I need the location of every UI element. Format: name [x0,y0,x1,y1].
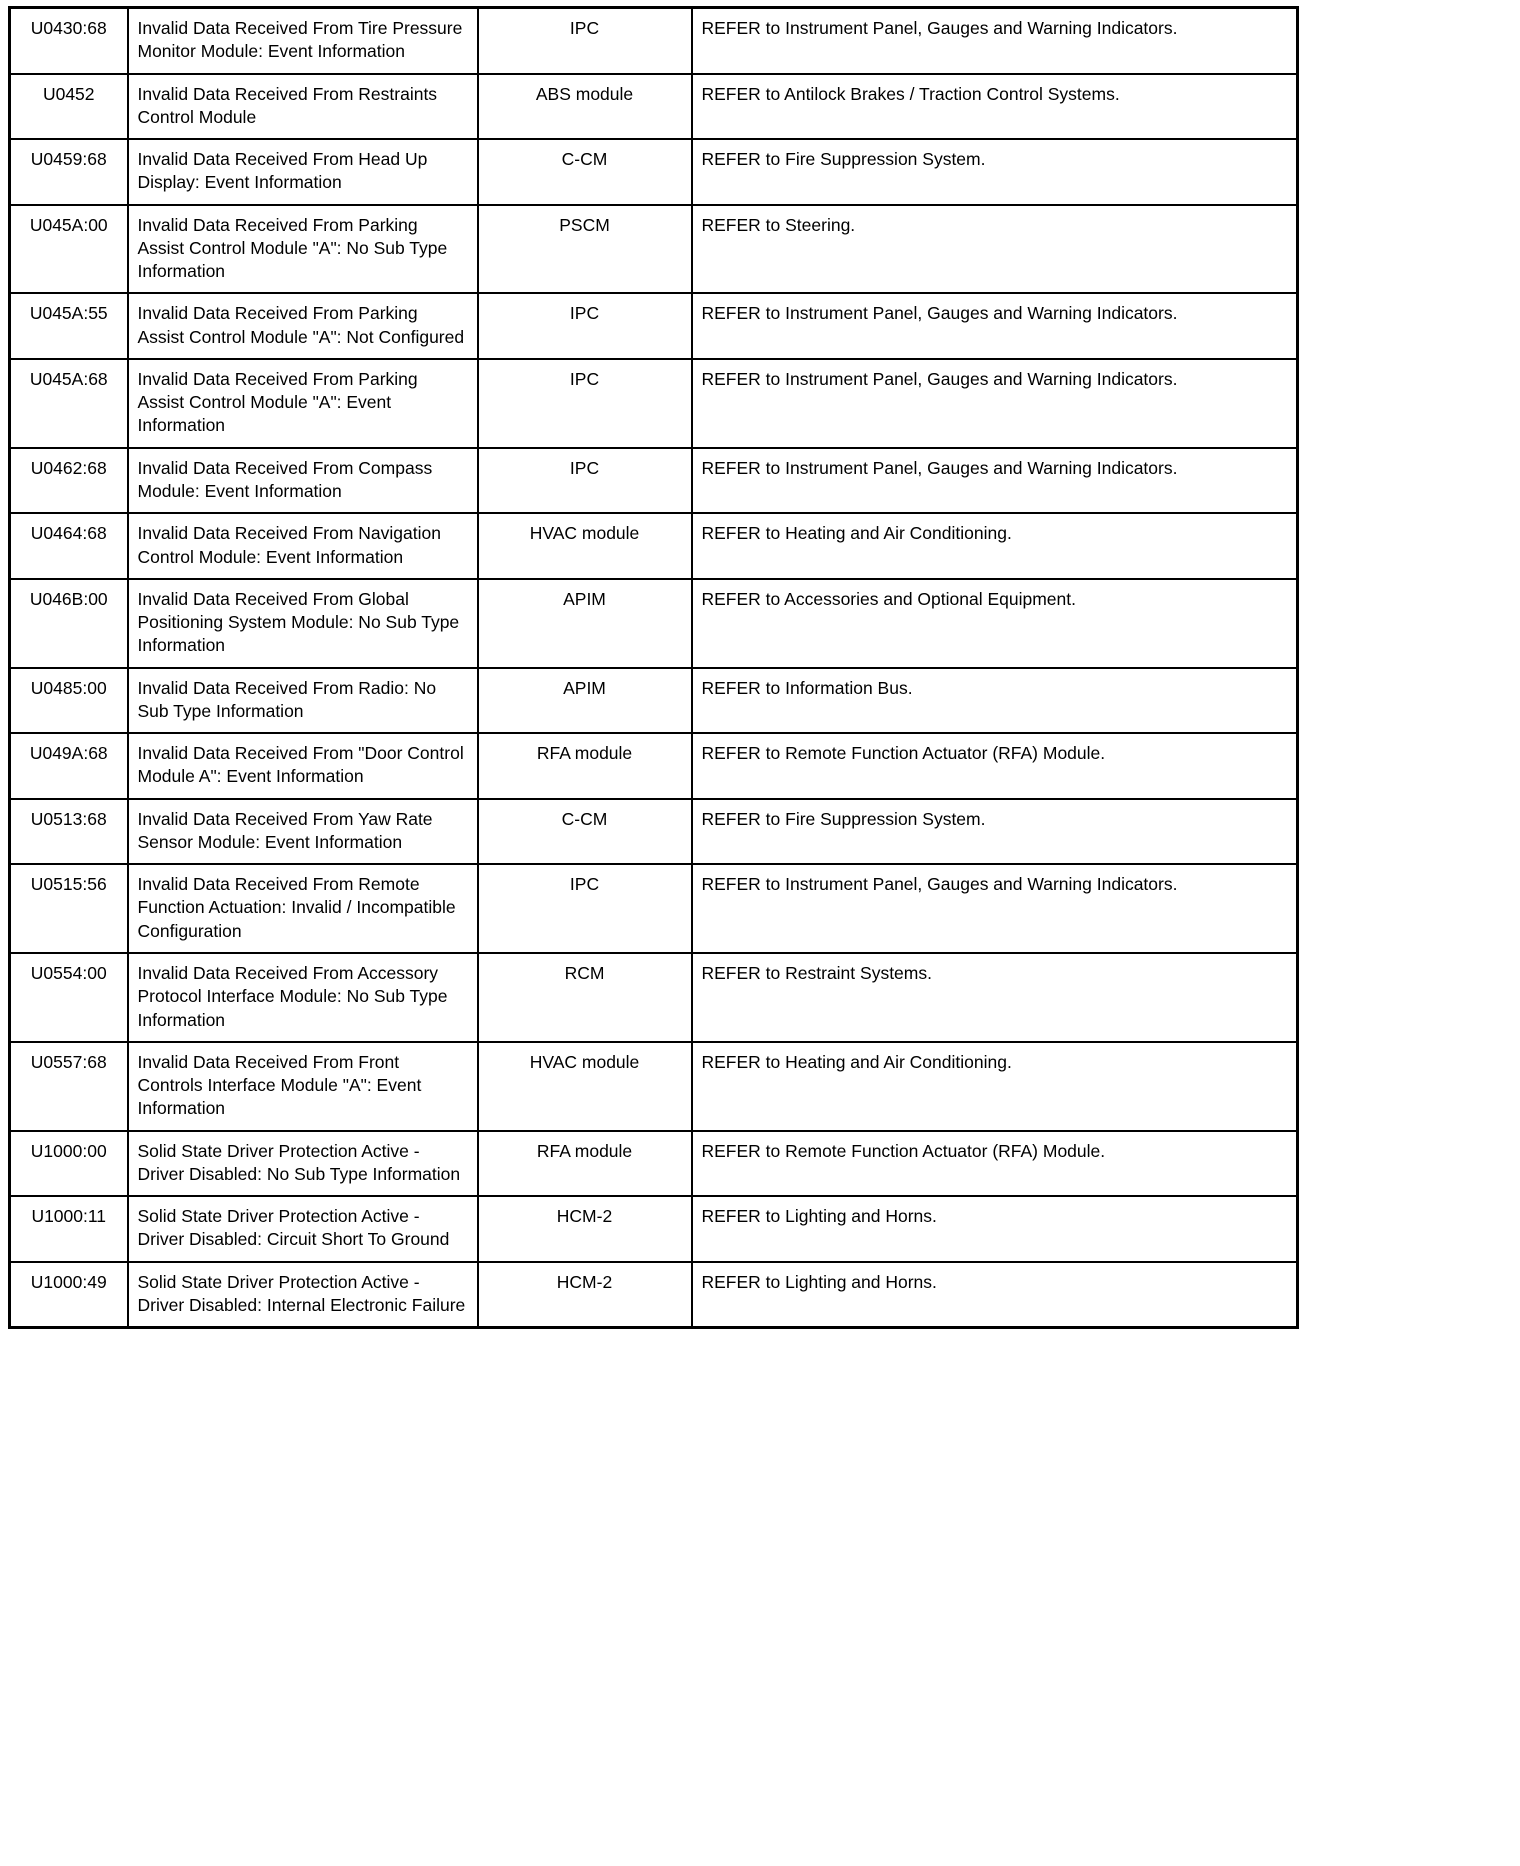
dtc-description-cell: Solid State Driver Protection Active - Driver Disabled: No Sub Type Information [128,1131,478,1197]
dtc-module-cell: HVAC module [478,1042,692,1131]
dtc-code-cell: U045A:55 [10,293,128,359]
dtc-module-cell: HCM-2 [478,1262,692,1328]
table-row [10,953,1298,1042]
dtc-description-cell: Invalid Data Received From Tire Pressure Monitor Module: Event Information [128,8,478,74]
table-row [10,668,1298,734]
dtc-module-cell: IPC [478,8,692,74]
dtc-code-cell: U0430:68 [10,8,128,74]
table-row [10,513,1298,579]
dtc-table-body [10,8,1298,1328]
table-row [10,205,1298,294]
dtc-code-cell: U0462:68 [10,448,128,514]
dtc-description-cell: Solid State Driver Protection Active - Driver Disabled: Circuit Short To Ground [128,1196,478,1262]
dtc-code-cell: U046B:00 [10,579,128,668]
dtc-description-cell: Invalid Data Received From Remote Function Actuation: Invalid / Incompatible Configuration [128,864,478,953]
dtc-module-cell: IPC [478,864,692,953]
dtc-action-cell: REFER to Lighting and Horns. [692,1196,1298,1262]
table-row [10,1131,1298,1197]
dtc-module-cell: IPC [478,448,692,514]
dtc-action-cell: REFER to Remote Function Actuator (RFA) Module. [692,1131,1298,1197]
dtc-action-cell: REFER to Fire Suppression System. [692,799,1298,865]
dtc-action-cell: REFER to Heating and Air Conditioning. [692,513,1298,579]
dtc-description-cell: Invalid Data Received From Radio: No Sub Type Information [128,668,478,734]
table-row [10,139,1298,205]
dtc-action-cell: REFER to Accessories and Optional Equipment. [692,579,1298,668]
dtc-action-cell: REFER to Instrument Panel, Gauges and Warning Indicators. [692,448,1298,514]
table-row [10,74,1298,140]
table-row [10,1196,1298,1262]
dtc-code-cell: U0515:56 [10,864,128,953]
dtc-action-cell: REFER to Fire Suppression System. [692,139,1298,205]
dtc-description-cell: Invalid Data Received From Yaw Rate Sensor Module: Event Information [128,799,478,865]
table-row [10,799,1298,865]
table-row [10,293,1298,359]
dtc-code-cell: U0554:00 [10,953,128,1042]
dtc-action-cell: REFER to Instrument Panel, Gauges and Warning Indicators. [692,359,1298,448]
dtc-module-cell: RFA module [478,733,692,799]
dtc-description-cell: Invalid Data Received From Front Controls Interface Module "A": Event Information [128,1042,478,1131]
dtc-code-cell: U049A:68 [10,733,128,799]
dtc-description-cell: Invalid Data Received From Parking Assist Control Module "A": No Sub Type Information [128,205,478,294]
table-row [10,8,1298,74]
table-row [10,1042,1298,1131]
dtc-module-cell: C-CM [478,799,692,865]
dtc-code-cell: U0513:68 [10,799,128,865]
table-row [10,448,1298,514]
table-row [10,579,1298,668]
dtc-description-cell: Solid State Driver Protection Active - Driver Disabled: Internal Electronic Failure [128,1262,478,1328]
dtc-module-cell: HCM-2 [478,1196,692,1262]
dtc-description-cell: Invalid Data Received From Parking Assist Control Module "A": Event Information [128,359,478,448]
dtc-description-cell: Invalid Data Received From Restraints Control Module [128,74,478,140]
table-row [10,864,1298,953]
dtc-module-cell: IPC [478,359,692,448]
table-row [10,1262,1298,1328]
dtc-module-cell: APIM [478,668,692,734]
dtc-description-cell: Invalid Data Received From Parking Assist Control Module "A": Not Configured [128,293,478,359]
dtc-action-cell: REFER to Information Bus. [692,668,1298,734]
dtc-code-cell: U0452 [10,74,128,140]
dtc-module-cell: C-CM [478,139,692,205]
dtc-action-cell: REFER to Restraint Systems. [692,953,1298,1042]
dtc-action-cell: REFER to Instrument Panel, Gauges and Warning Indicators. [692,8,1298,74]
dtc-module-cell: PSCM [478,205,692,294]
table-row [10,733,1298,799]
dtc-action-cell: REFER to Lighting and Horns. [692,1262,1298,1328]
dtc-description-cell: Invalid Data Received From Navigation Control Module: Event Information [128,513,478,579]
dtc-module-cell: ABS module [478,74,692,140]
table-row [10,359,1298,448]
dtc-code-cell: U1000:49 [10,1262,128,1328]
dtc-code-cell: U0464:68 [10,513,128,579]
dtc-table [8,6,1299,1329]
dtc-code-cell: U1000:11 [10,1196,128,1262]
dtc-code-cell: U0485:00 [10,668,128,734]
dtc-action-cell: REFER to Steering. [692,205,1298,294]
dtc-action-cell: REFER to Instrument Panel, Gauges and Warning Indicators. [692,864,1298,953]
dtc-action-cell: REFER to Antilock Brakes / Traction Control Systems. [692,74,1298,140]
dtc-description-cell: Invalid Data Received From Compass Module: Event Information [128,448,478,514]
dtc-action-cell: REFER to Instrument Panel, Gauges and Warning Indicators. [692,293,1298,359]
dtc-module-cell: APIM [478,579,692,668]
dtc-module-cell: HVAC module [478,513,692,579]
dtc-description-cell: Invalid Data Received From Head Up Display: Event Information [128,139,478,205]
dtc-module-cell: RCM [478,953,692,1042]
dtc-action-cell: REFER to Remote Function Actuator (RFA) Module. [692,733,1298,799]
dtc-description-cell: Invalid Data Received From "Door Control Module A": Event Information [128,733,478,799]
dtc-code-cell: U045A:68 [10,359,128,448]
dtc-action-cell: REFER to Heating and Air Conditioning. [692,1042,1298,1131]
dtc-code-cell: U1000:00 [10,1131,128,1197]
dtc-module-cell: RFA module [478,1131,692,1197]
dtc-code-cell: U045A:00 [10,205,128,294]
dtc-description-cell: Invalid Data Received From Global Positioning System Module: No Sub Type Information [128,579,478,668]
dtc-description-cell: Invalid Data Received From Accessory Protocol Interface Module: No Sub Type Information [128,953,478,1042]
dtc-code-cell: U0557:68 [10,1042,128,1131]
dtc-module-cell: IPC [478,293,692,359]
dtc-code-cell: U0459:68 [10,139,128,205]
